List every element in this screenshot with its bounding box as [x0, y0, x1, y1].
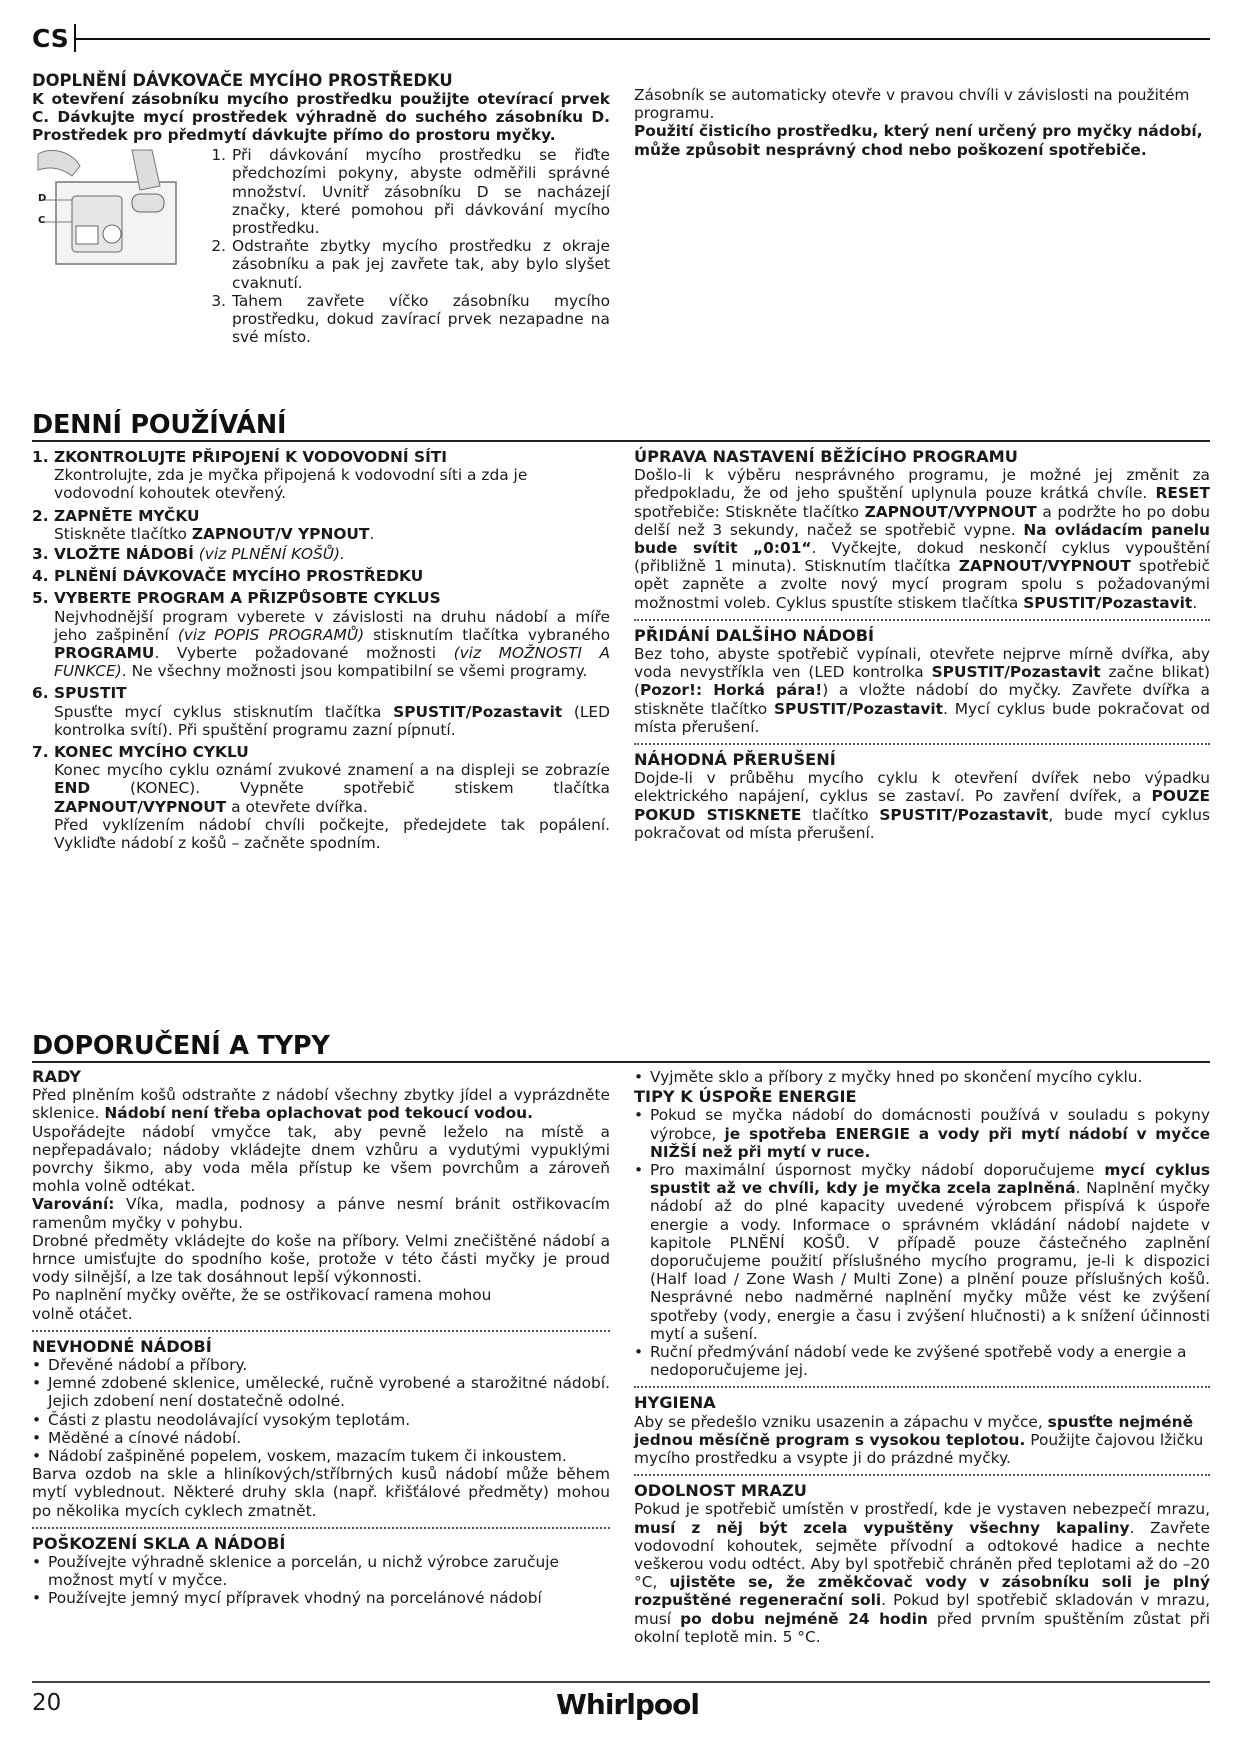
brand-logo: Whirlpool	[556, 1688, 699, 1721]
advice-p3: Drobné předměty vkládejte do koše na příbory. Velmi znečištěné nádobí a hrnce umisťujte do spodního koše, protože v této části myčky je proud vody silnější, a lze tak dosáhnout lepší výkonnosti.	[32, 1231, 610, 1287]
frost-body: Pokud je spotřebič umístěn v prostředí, kde je vystaven nebezpečí mrazu, musí z něj být zcela vypuštěny všechny kapaliny. Zavřete vodovodní kohoutek, sejměte přívodní a odtokové hadice a nechte veškerou vodu odtéct. Aby byl spotřebič chráněn před teplotami až do –20 °C, ujistěte se, že změkčovač vody v zásobníku soli je plný rozpuštěné regenerační soli. Pokud byl spotřebič skladován v mrazu, musí po dobu nejméně 24 hodin před prvním spuštěním zůstat při okolní teplotě min. 5 °C.	[634, 1500, 1211, 1646]
list-item: • Používejte jemný mycí přípravek vhodný na porcelánové nádobí	[32, 1589, 542, 1608]
add-dishes-body: Bez toho, abyste spotřebič vypínali, otevřete nejprve mírně dvířka, aby voda nevystříkla ven (LED kontrolka SPUSTIT/Pozastavit začne blikat) (Pozor!: Horká pára!) a vložte nádobí do myčky. Zavřete dvířka a stiskněte tlačítko SPUSTIT/Pozastavit. Mycí cyklus bude pokračovat od místa přerušení.	[634, 645, 1210, 736]
step-5-body: Nejvhodnější program vyberete v závislosti na druhu nádobí a míře jeho zašpinění (viz POPIS PROGRAMŮ) stisknutím tlačítka vybraného PROGRAMU. Vyberte požadované možnosti (viz MOŽNOSTI A FUNKCE). Ne všechny možnosti jsou kompatibilní se všemi programy.	[54, 607, 610, 681]
damage-title: POŠKOZENÍ SKLA A NÁDOBÍ	[32, 1533, 286, 1553]
list-item: • Ruční předmývání nádobí vede ke zvýšené spotřebě vody a energie a nedoporučujeme jej.	[634, 1343, 1187, 1380]
section-rule	[32, 1061, 1210, 1063]
daily-use-title: DENNÍ POUŽÍVÁNÍ	[32, 410, 287, 440]
dispenser-note: Zásobník se automaticky otevře v pravou chvíli v závislosti na použitém programu.	[634, 86, 1190, 123]
list-item: • Pokud se myčka nádobí do domácnosti používá v souladu s pokyny výrobce, je spotřeba ENERGIE a vody při mytí nádobí v myčce NIŽŠÍ než při mytí v ruce.	[634, 1106, 1211, 1161]
list-item: 3. Tahem zavřete víčko zásobníku mycího prostředku, dokud zavírací prvek nezapadne na své místo.	[211, 291, 610, 347]
daily-use-right	[634, 448, 1210, 842]
header-rule	[74, 38, 1210, 40]
dotted-divider	[634, 743, 1210, 745]
page-number: 20	[32, 1690, 62, 1716]
list-item: • Dřevěné nádobí a příbory.	[32, 1356, 248, 1375]
detergent-dispenser-figure	[32, 146, 182, 278]
list-item: • Vyjměte sklo a příbory z myčky hned po skončení mycího cyklu.	[634, 1068, 1143, 1086]
step-5-title: 5. VYBERTE PROGRAM A PŘIZPŮSOBTE CYKLUS	[32, 589, 441, 608]
dotted-divider	[634, 619, 1210, 621]
advice-title: RADY	[32, 1067, 81, 1086]
language-code: CS	[32, 24, 69, 53]
step-6-title: 6. SPUSTIT	[32, 684, 127, 703]
dotted-divider	[32, 1330, 610, 1332]
frost-title: ODOLNOST MRAZU	[634, 1481, 807, 1501]
detergent-steps	[196, 146, 610, 346]
figure-label-d: D	[38, 193, 47, 205]
unsuitable-title: NEVHODNÉ NÁDOBÍ	[32, 1336, 212, 1356]
detergent-warning: Použití čisticího prostředku, který není určený pro myčky nádobí, může způsobit nesprávný chod nebo poškození spotřebiče.	[634, 122, 1203, 159]
list-item: • Měděné a cínové nádobí.	[32, 1428, 242, 1447]
interruptions-title: NÁHODNÁ PŘERUŠENÍ	[634, 750, 836, 770]
step-6-body: Spusťte mycí cyklus stisknutím tlačítka SPUSTIT/Pozastavit (LED kontrolka svítí). Při spuštění programu zazní pípnutí.	[54, 702, 611, 739]
list-item: • Části z plastu neodolávající vysokým teplotám.	[32, 1410, 411, 1429]
dotted-divider	[634, 1386, 1210, 1388]
tips-right	[634, 1068, 1210, 1646]
modify-program-title: ÚPRAVA NASTAVENÍ BĚŽÍCÍHO PROGRAMU	[634, 447, 1018, 466]
step-7-title: 7. KONEC MYCÍHO CYKLU	[32, 743, 249, 762]
hygiene-body: Aby se předešlo vzniku usazenin a zápachu v myčce, spusťte nejméně jednou měsíčně program s vysokou teplotou. Použijte čajovou lžičku mycího prostředku a vsypte ji do prázdné myčky.	[634, 1412, 1204, 1468]
tips-left	[32, 1068, 610, 1608]
modify-program-body: Došlo-li k výběru nesprávného programu, je možné jej změnit za předpokladu, že od jeho spuštění uplynula pouze krátká chvíle. RESET spotřebiče: Stiskněte tlačítko ZAPNOUT/VYPNOUT a podržte ho po dobu delší než 3 sekundy, načež se spotřebič vypne. Na ovládacím panelu bude svítit „0:01“. Vyčkejte, dokud neskončí cyklus vypouštění (přibližně 1 minuta). Stisknutím tlačítka ZAPNOUT/VYPNOUT spotřebič opět zapněte a zvolte nový mycí program spolu s požadovanými možnostmi voleb. Cyklus spustíte stiskem tlačítka SPUSTIT/Pozastavit.	[634, 466, 1211, 612]
dotted-divider	[634, 1474, 1210, 1476]
step-7-body: Konec mycího cyklu oznámí zvukové znamení a na displeji se zobrazíe END (KONEC). Vypněte spotřebič stiskem tlačítka ZAPNOUT/VYPNOUT a otevřete dvířka.	[54, 761, 610, 816]
step-2-body: Stiskněte tlačítko ZAPNOUT/V YPNOUT.	[54, 524, 375, 543]
add-dishes-title: PŘIDÁNÍ DALŠÍHO NÁDOBÍ	[634, 625, 875, 645]
advice-p2: Uspořádejte nádobí vmyčce tak, aby pevně leželo na místě a nepřepadávalo; nádoby vkládejte dnem vzhůru a vydutými vypuklými povrchy šikmo, aby voda měla přístup ke všem povrchům a zároveň mohla volně odtékat.	[32, 1122, 610, 1196]
step-2-title: 2. ZAPNĚTE MYČKU	[32, 506, 200, 525]
list-item: 1. Při dávkování mycího prostředku se řiďte předchozími pokyny, abyste odměřili správné množství. Uvnitř zásobníku D se nacházejí značky, které pomohou při dávkování mycího prostředku.	[211, 146, 610, 238]
advice-warning: Varování: Víka, madla, podnosy a pánve nesmí bránit ostřikovacím ramenům myčky v pohybu.	[32, 1195, 610, 1232]
section-rule	[32, 440, 1210, 442]
step-3-title: 3. VLOŽTE NÁDOBÍ (viz PLNĚNÍ KOŠŮ).	[32, 545, 345, 564]
list-item: • Jemné zdobené sklenice, umělecké, ručně vyrobené a starožitné nádobí. Jejich zdobení není dostatečně odolné.	[32, 1374, 610, 1411]
list-item: 2. Odstraňte zbytky mycího prostředku z okraje zásobníku a pak jej zavřete tak, aby bylo slyšet cvaknutí.	[211, 237, 610, 292]
detergent-section-right	[634, 86, 1210, 159]
detergent-intro: K otevření zásobníku mycího prostředku použijte otevírací prvek C. Dávkujte mycí prostředek výhradně do suchého zásobníku D. Prostředek pro předmytí dávkujte přímo do prostoru myčky.	[32, 90, 610, 145]
hygiene-title: HYGIENA	[634, 1393, 716, 1413]
detergent-section-left	[32, 72, 610, 346]
dispenser-illustration	[32, 146, 182, 278]
energy-tips-title: TIPY K ÚSPOŘE ENERGIE	[634, 1087, 857, 1107]
dotted-divider	[32, 1527, 610, 1529]
advice-p1: Před plněním košů odstraňte z nádobí všechny zbytky jídel a vyprázdněte sklenice. Nádobí není třeba oplachovat pod tekoucí vodou.	[32, 1086, 610, 1123]
detergent-title: DOPLNĚNÍ DÁVKOVAČE MYCÍHO PROSTŘEDKU	[32, 71, 453, 90]
step-1-title: 1. ZKONTROLUJTE PŘIPOJENÍ K VODOVODNÍ SÍTI	[32, 448, 448, 466]
list-item: • Nádobí zašpiněné popelem, voskem, mazacím tukem či inkoustem.	[32, 1447, 567, 1466]
daily-use-steps	[32, 448, 610, 852]
unsuitable-note: Barva ozdob na skle a hliníkových/stříbrných kusů nádobí může během mytí vyblednout. Některé druhy skla (např. křišťálové předměty) mohou po několika mycích cyklech zmatnět.	[32, 1465, 610, 1520]
interruptions-body: Dojde-li v průběhu mycího cyklu k otevření dvířek nebo výpadku elektrického napájení, cyklus se zastaví. Po zavření dvířek, a POUZE POKUD STISKNETE tlačítko SPUSTIT/Pozastavit, bude mycí cyklus pokračovat od místa přerušení.	[634, 769, 1210, 842]
footer-rule	[32, 1681, 1210, 1683]
step-7-note: Před vyklízením nádobí chvíli počkejte, předejdete tak popálení. Vykliďte nádobí z košů – začněte spodním.	[54, 815, 610, 853]
figure-label-c: C	[38, 215, 46, 227]
advice-p4: Po naplnění myčky ověřte, že se ostřikovací ramena mohou volně otáčet.	[32, 1286, 492, 1323]
step-4-title: 4. PLNĚNÍ DÁVKOVAČE MYCÍHO PROSTŘEDKU	[32, 567, 424, 586]
tips-title: DOPORUČENÍ A TYPY	[32, 1031, 330, 1061]
list-item: • Používejte výhradně sklenice a porcelán, u nichž výrobce zaručuje možnost mytí v myčce.	[32, 1553, 559, 1590]
step-1-body: Zkontrolujte, zda je myčka připojená k vodovodní síti a zda je vodovodní kohoutek otevřený.	[54, 466, 528, 503]
list-item: • Pro maximální úspornost myčky nádobí doporučujeme mycí cyklus spustit až ve chvíli, kdy je myčka zcela zaplněná. Naplnění myčky nádobí až do plné kapacity uvedené výrobcem přispívá k úspoře energie a vody. Informace o správném vkládání nádobí najdete v kapitole PLNĚNÍ KOŠŮ. V případě pouze částečného zaplnění doporučujeme použití příslušného mycího programu, je-li k dispozici (Half load / Zone Wash / Multi Zone) a plnění pouze příslušných košů. Nesprávné nebo nadměrné naplnění myčky může vést ke zvýšení spotřeby (vody, energie a času i zvýšení hlučnosti) a k snížení účinnosti mytí a sušení.	[634, 1161, 1210, 1343]
